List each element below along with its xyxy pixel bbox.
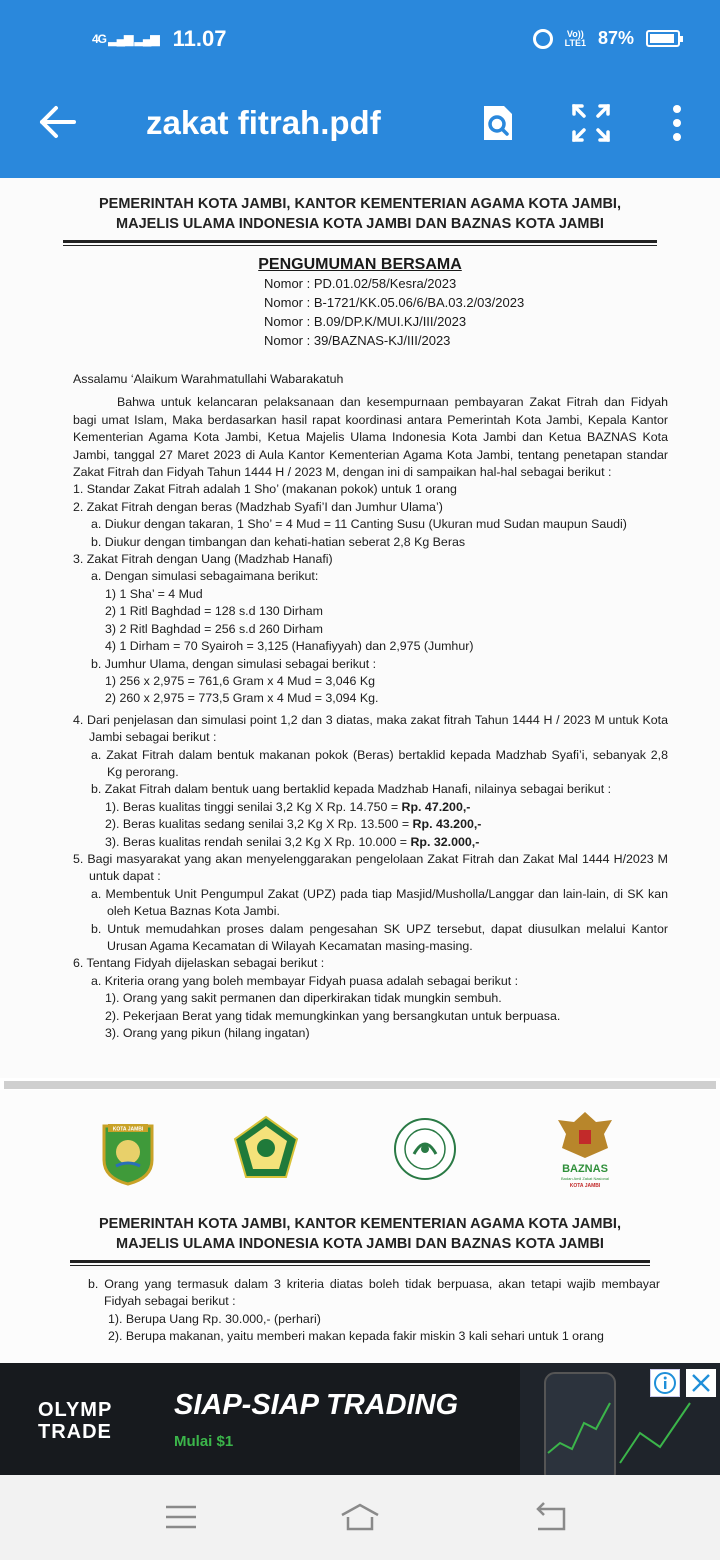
reference-number: Nomor : B-1721/KK.05.06/6/BA.03.2/03/2023 [264, 295, 525, 310]
info-icon [653, 1371, 677, 1395]
letterhead-line-2: MAJELIS ULAMA INDONESIA KOTA JAMBI DAN BAZNAS KOTA JAMBI [116, 216, 604, 232]
svg-text:KOTA JAMBI: KOTA JAMBI [112, 1126, 144, 1133]
back-button[interactable] [34, 98, 82, 146]
volte-icon: Vo)) LTE1 [564, 28, 586, 48]
document-title: zakat fitrah.pdf [146, 104, 381, 141]
recent-apps-button[interactable] [156, 1497, 204, 1537]
battery-icon [646, 30, 680, 47]
arrow-left-icon [34, 98, 82, 146]
point-4b-3 [73, 834, 668, 851]
search-button[interactable] [476, 102, 518, 144]
price-value: Rp. 32.000,- [410, 834, 480, 849]
fullscreen-button[interactable] [570, 102, 612, 144]
point-3b-2: 2) 260 x 2,975 = 773,5 Gram x 4 Mud = 3,094 Kg. [105, 691, 379, 706]
page-2-body [88, 1276, 660, 1346]
letterhead-divider [70, 1260, 650, 1266]
more-options-button[interactable] [664, 102, 690, 144]
close-icon [690, 1372, 712, 1394]
search-icon [476, 102, 518, 144]
svg-text:BAZNAS: BAZNAS [562, 1163, 608, 1175]
letterhead-line-1: PEMERINTAH KOTA JAMBI, KANTOR KEMENTERIAN AGAMA KOTA JAMBI, [99, 1216, 621, 1232]
document-body [73, 371, 668, 1042]
letterhead-line-2: MAJELIS ULAMA INDONESIA KOTA JAMBI DAN BAZNAS KOTA JAMBI [116, 1236, 604, 1252]
point-6b-1: 1). Berupa Uang Rp. 30.000,- (perhari) [108, 1311, 321, 1326]
price-value: Rp. 47.200,- [401, 799, 471, 814]
point-5a: a. Membentuk Unit Pengumpul Zakat (UPZ) pada tiap Masjid/Musholla/Langgar dan lain-lain, di SK kan oleh Ketua Baznas Kota Jambi. [91, 886, 668, 919]
point-3a: a. Dengan simulasi sebagaimana berikut: [91, 569, 319, 584]
point-3a-4: 4) 1 Dirham = 70 Syairoh = 3,125 (Hanafiyyah) dan 2,975 (Jumhur) [105, 639, 474, 654]
point-3a-1: 1) 1 Sha’ = 4 Mud [105, 586, 203, 601]
intro-paragraph: Bahwa untuk kelancaran pelaksanaan dan kesempurnaan pembayaran Zakat Fitrah dan Fidyah bagi umat Islam, Maka berdasarkan hasil rapat koordinasi antara Pemerintah Kota Jambi, Kepala Kantor Kementerian Agama Kota Jambi, Ketua Majelis Ulama Indonesia Kota Jambi dan Ketua BAZNAS Kota Jambi, tanggal 27 Maret 2023 di Aula Kantor Kementerian Agama Kota Jambi, tentang penetapan standar Zakat Fitrah dan Fidyah Tahun 1444 H / 2023 M, dengan ini di sampaikan hal-hal sebagai berikut : [73, 395, 668, 480]
reference-numbers [264, 274, 720, 350]
logo-row [0, 1108, 720, 1198]
ad-headline: SIAP-SIAP TRADING [174, 1389, 459, 1421]
point-6a: a. Kriteria orang yang boleh membayar Fidyah puasa adalah sebagai berikut : [91, 973, 519, 988]
svg-text:Badan Amil Zakat Nasional: Badan Amil Zakat Nasional [560, 1176, 610, 1181]
point-3a-2: 2) 1 Ritl Baghdad = 128 s.d 130 Dirham [105, 604, 323, 619]
ad-brand-line: OLYMP [38, 1399, 113, 1421]
back-nav-button[interactable] [526, 1497, 574, 1537]
point-4a: a. Zakat Fitrah dalam bentuk makanan pokok (Beras) bertaklid kepada Madzhab Syafi’i, sebanyak 2,8 Kg perorang. [91, 747, 668, 779]
point-2b: b. Diukur dengan timbangan dan kehati-hatian seberat 2,8 Kg Beras [91, 534, 466, 549]
point-5b: b. Untuk memudahkan proses dalam pengesahan SK UPZ tersebut, dapat diusulkan melalui Kantor Urusan Agama Kecamatan di Wilayah Kecamatan masing-masing. [91, 921, 668, 953]
point-6: 6. Tentang Fidyah dijelaskan sebagai berikut : [73, 956, 325, 971]
price-desc: 2). Beras kualitas sedang senilai 3,2 Kg X Rp. 13.500 = [105, 817, 413, 832]
price-desc: 3). Beras kualitas rendah senilai 3,2 Kg X Rp. 10.000 = [105, 834, 411, 849]
status-bar [0, 0, 720, 70]
back-arrow-icon [526, 1497, 574, 1537]
point-4: 4. Dari penjelasan dan simulasi point 1,2 dan 3 diatas, maka zakat fitrah Tahun 1444 H / 2023 M untuk Kota Jambi sebagai berikut : [73, 712, 668, 745]
menu-lines-icon [156, 1497, 204, 1537]
point-6b: b. Orang yang termasuk dalam 3 kriteria diatas boleh tidak berpuasa, akan tetapi wajib membayar Fidyah sebagai berikut : [88, 1277, 660, 1309]
ad-banner[interactable] [0, 1363, 720, 1475]
point-3: 3. Zakat Fitrah dengan Uang (Madzhab Hanafi) [73, 552, 333, 567]
point-3b: b. Jumhur Ulama, dengan simulasi sebagai berikut : [91, 656, 377, 671]
point-2a: a. Diukur dengan takaran, 1 Sho’ = 4 Mud = 11 Canting Susu (Ukuran mud Sudan maupun Saudi) [91, 517, 627, 532]
point-4b: b. Zakat Fitrah dalam bentuk uang bertaklid kepada Madzhab Hanafi, nilainya sebagai berikut : [91, 782, 612, 797]
network-label: 4G [92, 32, 107, 46]
pdf-page-2 [0, 1090, 720, 1363]
battery-percent: 87% [597, 28, 634, 48]
home-icon [336, 1497, 384, 1537]
baznas-logo [548, 1108, 622, 1192]
letterhead-line-1: PEMERINTAH KOTA JAMBI, KANTOR KEMENTERIAN AGAMA KOTA JAMBI, [99, 196, 621, 212]
ad-brand-logo [38, 1399, 112, 1443]
greeting: Assalamu ‘Alaikum Warahmatullahi Wabarakatuh [73, 372, 344, 386]
point-2: 2. Zakat Fitrah dengan beras (Madzhab Syafi’I dan Jumhur Ulama’) [73, 499, 443, 514]
kota-jambi-emblem-logo [100, 1120, 156, 1186]
price-value: Rp. 43.200,- [412, 817, 482, 832]
toolbar [0, 80, 720, 170]
point-6a-1: 1). Orang yang sakit permanen dan diperkirakan tidak mungkin sembuh. [105, 991, 502, 1006]
point-6a-2: 2). Pekerjaan Berat yang tidak memungkinkan yang bersangkutan untuk berpuasa. [105, 1008, 561, 1023]
home-button[interactable] [336, 1497, 384, 1537]
point-3a-3: 3) 2 Ritl Baghdad = 256 s.d 260 Dirham [105, 621, 323, 636]
mui-logo [392, 1116, 458, 1182]
expand-icon [570, 102, 612, 144]
pdf-page-1 [0, 178, 720, 1078]
reference-number: Nomor : 39/BAZNAS-KJ/III/2023 [264, 333, 451, 348]
point-1: 1. Standar Zakat Fitrah adalah 1 Sho’ (makanan pokok) untuk 1 orang [73, 482, 457, 497]
kemenag-logo [232, 1114, 300, 1182]
more-vertical-icon [664, 102, 690, 144]
point-6b-2: 2). Berupa makanan, yaitu memberi makan kepada fakir miskin 3 kali sehari untuk 1 orang [108, 1329, 604, 1344]
point-4b-2 [73, 816, 668, 833]
point-5: 5. Bagi masyarakat yang akan menyelenggarakan pengelolaan Zakat Fitrah dan Zakat Mal 1444 H/2023 M untuk dapat : [73, 851, 668, 884]
letterhead [0, 178, 720, 246]
ad-info-button[interactable] [650, 1369, 680, 1397]
ad-brand-line: TRADE [38, 1421, 112, 1443]
status-right [533, 28, 680, 49]
pdf-viewer[interactable] [0, 178, 720, 1363]
system-nav-bar [0, 1475, 720, 1560]
alarm-icon [533, 29, 553, 49]
announcement-title: PENGUMUMAN BERSAMA [258, 256, 462, 273]
signal-icon: 4G ▂▄▆ ▂▄▆ [92, 32, 159, 46]
point-6a-3: 3). Orang yang pikun (hilang ingatan) [105, 1026, 310, 1041]
reference-number: Nomor : PD.01.02/58/Kesra/2023 [264, 276, 457, 291]
reference-number: Nomor : B.09/DP.K/MUI.KJ/III/2023 [264, 314, 467, 329]
clock: 11.07 [172, 26, 227, 51]
status-left [92, 26, 226, 52]
svg-text:KOTA JAMBI: KOTA JAMBI [569, 1183, 601, 1189]
letterhead-page-2 [0, 1214, 720, 1266]
ad-close-button[interactable] [686, 1369, 716, 1397]
letterhead-divider [63, 240, 657, 246]
page-separator [4, 1081, 716, 1089]
point-3b-1: 1) 256 x 2,975 = 761,6 Gram x 4 Mud = 3,046 Kg [105, 673, 376, 688]
app-bar [0, 0, 720, 178]
price-desc: 1). Beras kualitas tinggi senilai 3,2 Kg X Rp. 14.750 = [105, 799, 402, 814]
ad-subtext: Mulai $1 [174, 1433, 234, 1450]
point-4b-1 [73, 799, 668, 816]
